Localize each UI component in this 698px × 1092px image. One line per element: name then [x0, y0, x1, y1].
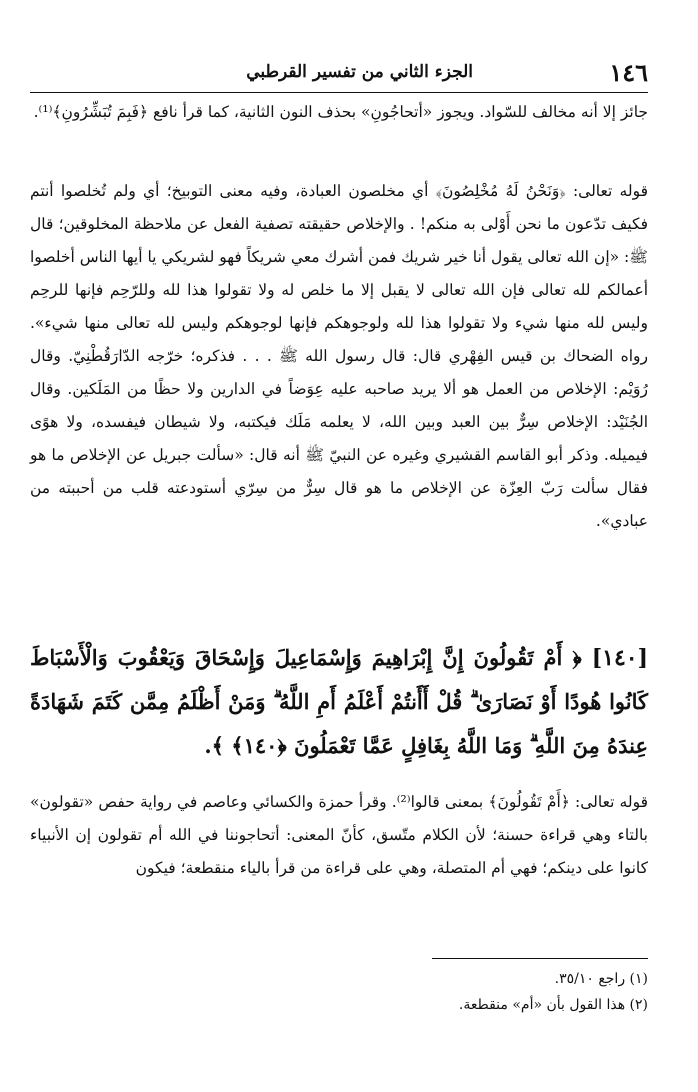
- paragraph-2: [30, 175, 648, 538]
- paragraph-3-text: قوله تعالى: ﴿أَمْ تَقُولُونَ﴾ بمعنى قالوا⁽²⁾. وقرأ حمزة والكسائي وعاصم في رواية حفص «تقولون» بالتاء وهي قراءة حسنة؛ لأن الكلام متّسق، كأنّ المعنى: أتحاجوننا في الله أم تقولون إن الأنبياء كانوا على دينكم؛ فهي أم المتصلة، وهي على قراءة من قرأ بالياء منقطعة؛ فيكون: [30, 793, 648, 877]
- quran-verse: [30, 636, 648, 768]
- footnote-1: (١) راجع ٣٥/١٠.: [554, 971, 648, 987]
- running-title: الجزء الثاني من تفسير القرطبي: [246, 62, 473, 82]
- page-header: [30, 56, 648, 93]
- footnote-divider: [432, 958, 648, 959]
- paragraph-1-text: جائز إلا أنه مخالف للسّواد. ويجوز «أتحاجُونِ» بحذف النون الثانية، كما قرأ نافع ﴿فَبِمَ تُبَشِّرُونِ﴾⁽¹⁾.: [33, 103, 648, 121]
- paragraph-2-text: قوله تعالى: ﴿وَنَحْنُ لَهُ مُخْلِصُونَ﴾ أي مخلصون العبادة، وفيه معنى التوبيخ؛ أي ولم تُخلصوا أنتم فكيف تدّعون ما نحن أَوْلى به منكم! . والإخلاص حقيقته تصفية الفعل عن ملاحظة المخلوقين؛ قال ﷺ: «إن الله تعالى يقول أنا خير شريك فمن أشرك معي شريكاً فهو لشريكي يا أيها الناس أخلصوا أعمالكم لله تعالى فإن الله تعالى لا يقبل إلا ما خلص له ولا تقولوا هذا لله وللرّحِم فإنها للرحِم وليس لله منها شيء ولا تقولوا هذا لله ولوجوهكم فإنها لوجوهكم وليس لله تعالى منها شيء». رواه الضحاك بن قيس الفِهْري قال: قال رسول الله ﷺ . . . فذكره؛ خرّجه الدّارَقُطْنِيّ. وقال رُوَيْم: الإخلاص من العمل هو ألا يريد صاحبه عليه عِوَضاً في الدارين ولا حظًا من المَلَكين. وقال الجُنَيْد: الإخلاص سِرٌّ بين العبد وبين الله، لا يعلمه مَلَك فيكتبه، ولا شيطان فيفسده، ولا هوًى فيميله. وذكر أبو القاسم القشيري وغيره عن النبيّ ﷺ أنه قال: «سألت جبريل عن الإخلاص ما هو فقال سألت رَبّ العِزّة عن الإخلاص ما هو قال سِرٌّ من سِرّي أستودعته قلب من أحببته من عبادي».: [30, 182, 648, 530]
- footnote-2: (٢) هذا القول بأن «أم» منقطعة.: [458, 997, 648, 1013]
- footnotes: [30, 966, 648, 1018]
- page-number: ١٤٦: [609, 58, 648, 87]
- paragraph-3: [30, 786, 648, 885]
- verse-number: [١٤٠]: [591, 645, 649, 671]
- paragraph-1: [30, 96, 648, 129]
- verse-text: ﴿ أَمْ تَقُولُونَ إِنَّ إِبْرَاهِيمَ وَإِسْمَاعِيلَ وَإِسْحَاقَ وَيَعْقُوبَ وَالْأَسْبَاطَ كَانُوا هُودًا أَوْ نَصَارَىٰ ۗ قُلْ أَأَنتُمْ أَعْلَمُ أَمِ اللَّهُ ۗ وَمَنْ أَظْلَمُ مِمَّن كَتَمَ شَهَادَةً عِندَهُ مِنَ اللَّهِ ۗ وَمَا اللَّهُ بِغَافِلٍ عَمَّا تَعْمَلُونَ ﴿١٤٠﴾ ﴾.: [30, 645, 648, 758]
